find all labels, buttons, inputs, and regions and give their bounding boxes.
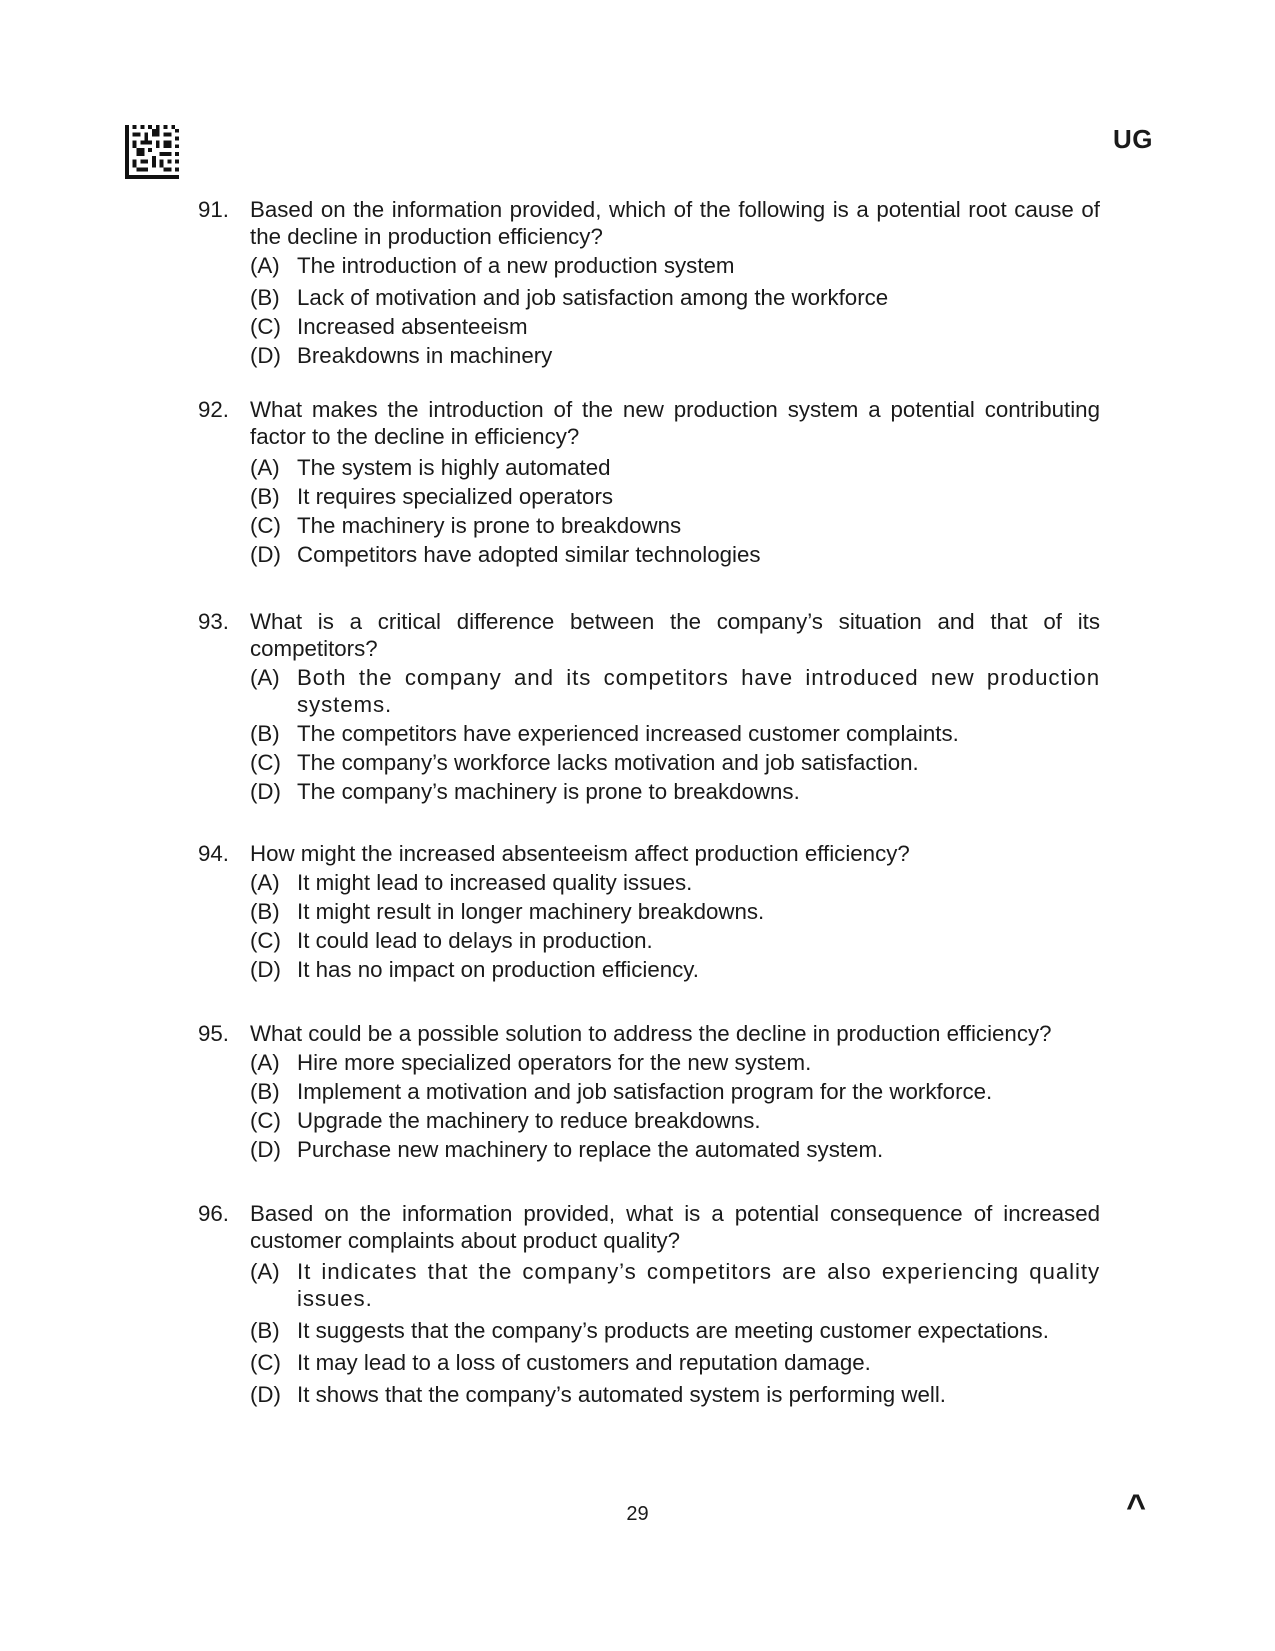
options-list	[250, 869, 1100, 983]
question-stem	[198, 608, 1100, 662]
option-text: It may lead to a loss of customers and reputation damage.	[297, 1350, 871, 1375]
option-c	[250, 749, 1100, 776]
option-text: Purchase new machinery to replace the automated system.	[297, 1137, 884, 1162]
question-text: Based on the information provided, what is a potential consequence of increased customer complaints about product quality?	[250, 1201, 1100, 1253]
option-label: (B)	[250, 721, 280, 746]
option-label: (B)	[250, 484, 280, 509]
option-c	[250, 512, 1100, 539]
option-b	[250, 898, 1100, 925]
option-b	[250, 720, 1100, 747]
option-a	[250, 454, 1100, 481]
option-a	[250, 869, 1100, 896]
question-95	[198, 1020, 1100, 1163]
question-93	[198, 608, 1100, 805]
option-label: (C)	[250, 928, 281, 953]
question-text: How might the increased absenteeism affect production efficiency?	[250, 841, 910, 866]
options-list	[250, 1049, 1100, 1163]
option-text: It might result in longer machinery breakdowns.	[297, 899, 765, 924]
option-label: (D)	[250, 343, 281, 368]
option-label: (B)	[250, 1079, 280, 1104]
option-label: (D)	[250, 542, 281, 567]
option-text: Upgrade the machinery to reduce breakdowns.	[297, 1108, 761, 1133]
question-stem	[198, 1020, 1100, 1047]
option-d	[250, 1381, 1100, 1408]
question-stem	[198, 396, 1100, 450]
option-text: It could lead to delays in production.	[297, 928, 653, 953]
question-text: What makes the introduction of the new production system a potential contributing factor to the decline in efficiency?	[250, 397, 1100, 449]
option-label: (B)	[250, 1318, 280, 1343]
options-list	[250, 252, 1100, 369]
option-c	[250, 313, 1100, 340]
option-text: Hire more specialized operators for the new system.	[297, 1050, 812, 1075]
datamatrix-code-icon	[125, 125, 179, 179]
option-text: The competitors have experienced increased customer complaints.	[297, 721, 959, 746]
option-text: Lack of motivation and job satisfaction among the workforce	[297, 285, 889, 310]
option-label: (D)	[250, 779, 281, 804]
option-label: (A)	[250, 870, 280, 895]
option-text: The introduction of a new production system	[297, 253, 735, 278]
page-number: 29	[626, 1503, 649, 1525]
option-text: Implement a motivation and job satisfaction program for the workforce.	[297, 1079, 993, 1104]
option-label: (A)	[250, 665, 280, 690]
option-label: (C)	[250, 1350, 281, 1375]
question-96	[198, 1200, 1100, 1408]
option-b	[250, 483, 1100, 510]
question-stem	[198, 196, 1100, 250]
question-stem	[198, 1200, 1100, 1254]
question-number: 96.	[198, 1201, 229, 1226]
option-text: The company’s workforce lacks motivation and job satisfaction.	[297, 750, 919, 775]
option-c	[250, 1349, 1100, 1376]
option-a	[250, 1258, 1100, 1312]
question-stem	[198, 840, 1100, 867]
option-text: It suggests that the company’s products are meeting customer expectations.	[297, 1318, 1049, 1343]
options-list	[250, 1258, 1100, 1408]
option-label: (B)	[250, 899, 280, 924]
option-b	[250, 1317, 1100, 1344]
question-94	[198, 840, 1100, 983]
option-label: (A)	[250, 253, 280, 278]
options-list	[250, 664, 1100, 805]
option-text: Increased absenteeism	[297, 314, 528, 339]
question-number: 95.	[198, 1021, 229, 1046]
question-92	[198, 396, 1100, 568]
option-d	[250, 541, 1100, 568]
question-number: 93.	[198, 609, 229, 634]
option-label: (C)	[250, 1108, 281, 1133]
option-label: (C)	[250, 750, 281, 775]
question-text: What is a critical difference between the company’s situation and that of its competitors?	[250, 609, 1100, 661]
option-text: It shows that the company’s automated system is performing well.	[297, 1382, 946, 1407]
option-b	[250, 284, 1100, 311]
option-text: It has no impact on production efficiency.	[297, 957, 699, 982]
question-text: What could be a possible solution to address the decline in production efficiency?	[250, 1021, 1052, 1046]
caret-mark: ^	[1126, 1488, 1146, 1526]
option-d	[250, 1136, 1100, 1163]
option-label: (C)	[250, 314, 281, 339]
option-label: (A)	[250, 1259, 280, 1284]
option-label: (C)	[250, 513, 281, 538]
paper-code: UG	[1113, 124, 1153, 154]
question-text: Based on the information provided, which of the following is a potential root cause of the decline in production efficiency?	[250, 197, 1100, 249]
option-text: It requires specialized operators	[297, 484, 614, 509]
option-label: (A)	[250, 455, 280, 480]
question-number: 92.	[198, 397, 229, 422]
option-d	[250, 956, 1100, 983]
option-label: (B)	[250, 285, 280, 310]
option-a	[250, 1049, 1100, 1076]
option-label: (D)	[250, 957, 281, 982]
question-number: 94.	[198, 841, 229, 866]
option-text: Competitors have adopted similar technologies	[297, 542, 761, 567]
option-c	[250, 927, 1100, 954]
option-label: (A)	[250, 1050, 280, 1075]
option-d	[250, 342, 1100, 369]
option-a	[250, 252, 1100, 279]
option-text: The company’s machinery is prone to breakdowns.	[297, 779, 800, 804]
option-text: It indicates that the company’s competitors are also experiencing quality issues.	[297, 1259, 1100, 1311]
question-91	[198, 196, 1100, 369]
option-text: The system is highly automated	[297, 455, 611, 480]
option-a	[250, 664, 1100, 718]
option-text: The machinery is prone to breakdowns	[297, 513, 682, 538]
option-b	[250, 1078, 1100, 1105]
option-d	[250, 778, 1100, 805]
option-text: It might lead to increased quality issues.	[297, 870, 693, 895]
option-label: (D)	[250, 1382, 281, 1407]
options-list	[250, 454, 1100, 568]
option-text: Both the company and its competitors have introduced new production systems.	[297, 665, 1100, 717]
question-number: 91.	[198, 197, 229, 222]
option-c	[250, 1107, 1100, 1134]
option-text: Breakdowns in machinery	[297, 343, 553, 368]
option-label: (D)	[250, 1137, 281, 1162]
